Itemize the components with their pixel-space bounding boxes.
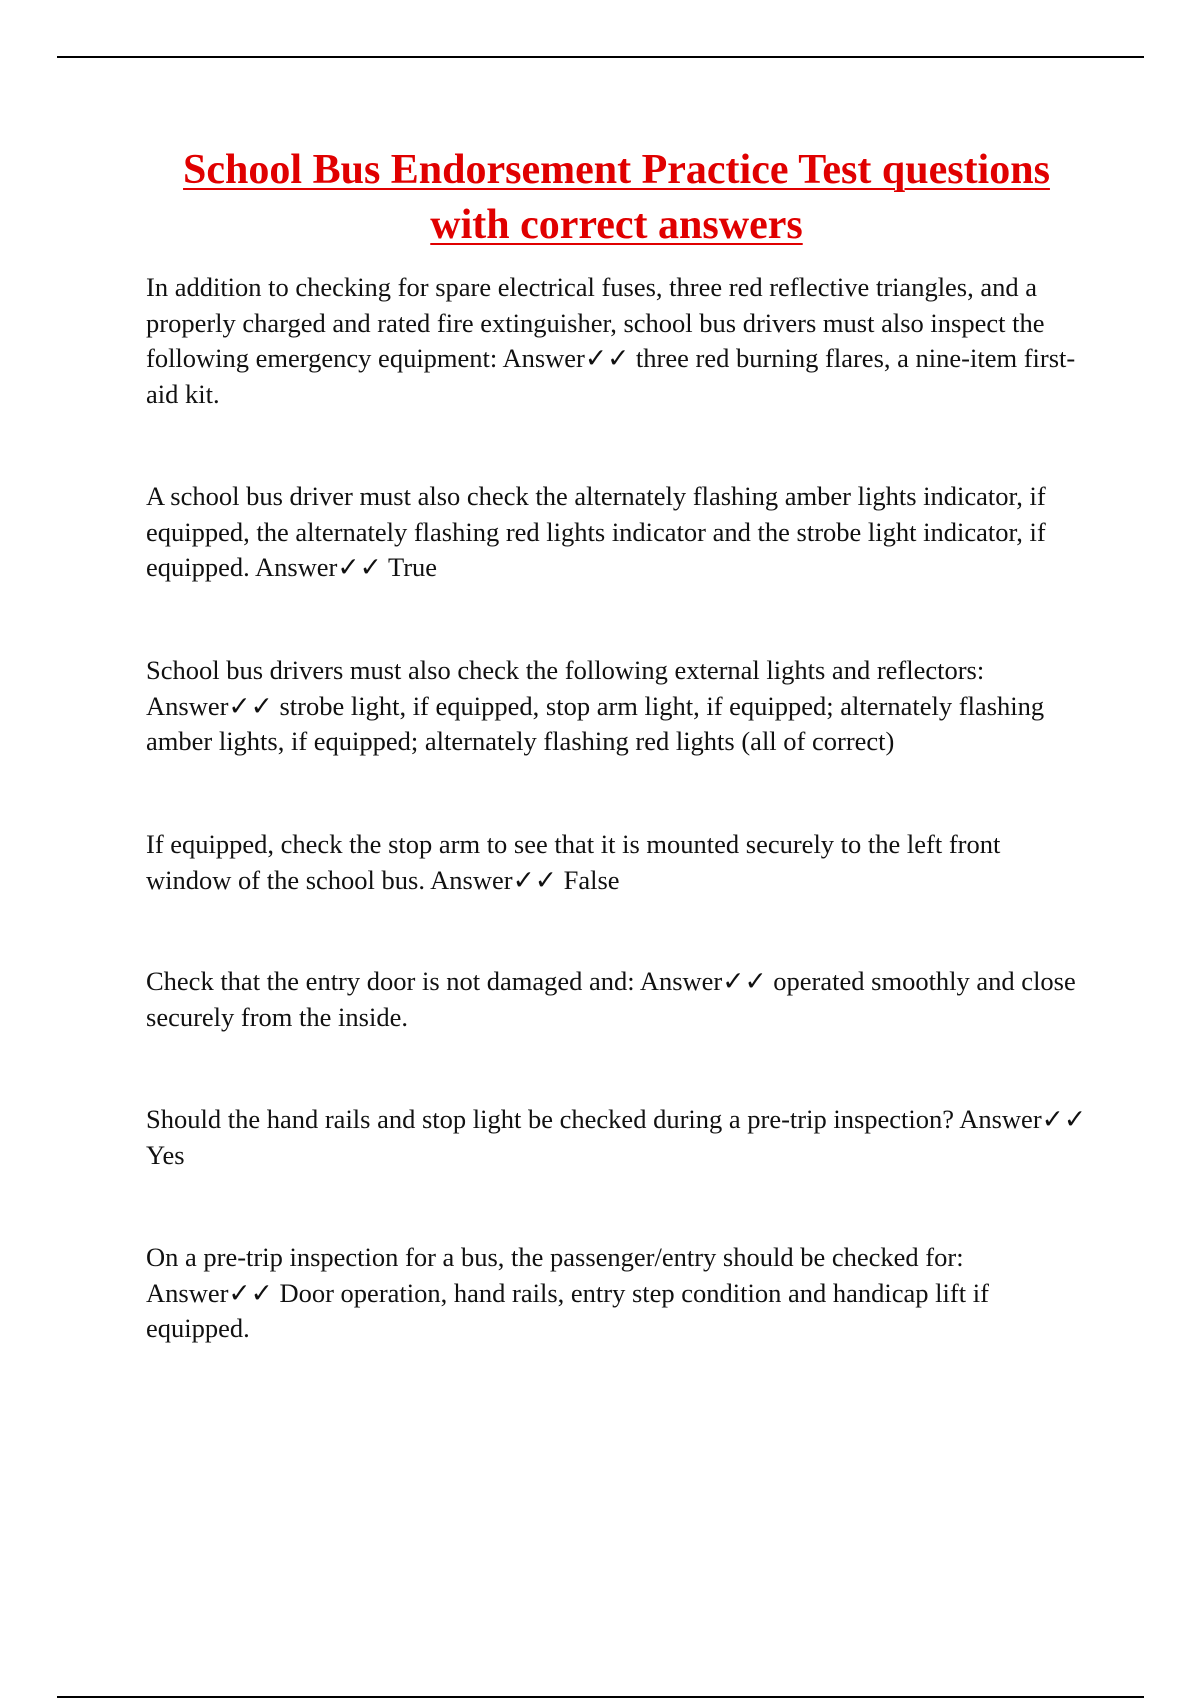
title-line-1: School Bus Endorsement Practice Test questions [183,147,1050,193]
answer-label: Answer✓✓ [639,966,767,996]
document-title [100,143,1133,253]
bottom-rule [57,1696,1144,1698]
answer-label: Answer✓✓ [146,1277,273,1308]
qa-item [146,479,1092,586]
answer-label: Answer✓✓ [502,343,630,373]
answer-text: operated smoothly and close securely from the inside. [146,966,1076,1032]
qa-item [146,270,1092,412]
question-text: Should the hand rails and stop light be checked during a pre-trip inspection? [146,1104,955,1134]
qa-item [146,1240,1092,1347]
qa-item [146,964,1092,1035]
question-text: A school bus driver must also check the alternately flashing amber lights indicator, if equipped, the alternately flashing red lights indicator and the strobe light indicator, if equipped. [146,481,1046,582]
answer-text: Yes [146,1139,185,1170]
question-text: In addition to checking for spare electrical fuses, three red reflective triangles, and a properly charged and rated fire extinguisher, school bus drivers must also inspect the following emergency equipment: [146,272,1045,373]
answer-label: Answer✓✓ [146,690,273,721]
answer-text: Door operation, hand rails, entry step condition and handicap lift if equipped. [146,1277,989,1343]
qa-item [146,653,1092,760]
question-text: Check that the entry door is not damaged and: [146,966,635,996]
question-text: School bus drivers must also check the following external lights and reflectors: [146,655,985,685]
answer-text: three red burning flares, a nine-item first-aid kit. [146,343,1076,409]
qa-item [146,827,1092,898]
qa-item [146,1102,1092,1173]
answer-label: Answer✓✓ [254,552,382,582]
title-line-2: with correct answers [430,202,803,248]
answer-label: Answer✓✓ [959,1104,1087,1134]
top-rule [57,56,1144,58]
question-text: On a pre-trip inspection for a bus, the passenger/entry should be checked for: [146,1242,964,1272]
answer-text: False [563,864,620,895]
answer-label: Answer✓✓ [430,864,557,895]
question-text: If equipped, check the stop arm to see that it is mounted securely to the left front window of the school bus. [146,829,1001,895]
answer-text: strobe light, if equipped, stop arm light, if equipped; alternately flashing amber lights, if equipped; alternately flashing red lights (all of correct) [146,690,1045,756]
answer-text: True [387,552,438,582]
